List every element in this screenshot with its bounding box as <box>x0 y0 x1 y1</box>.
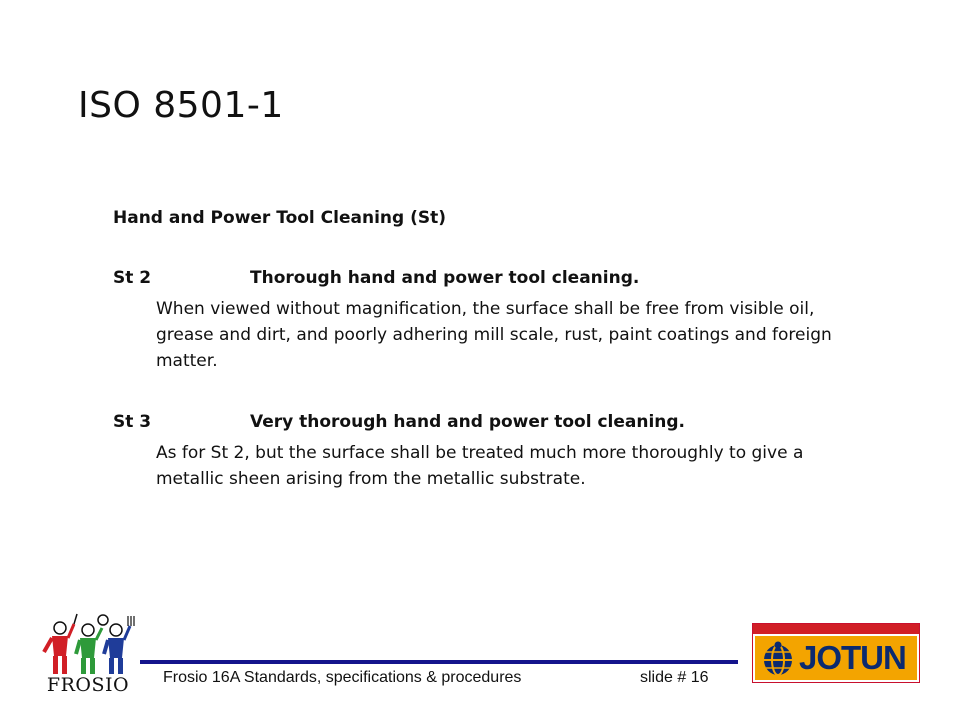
jotun-red-band <box>753 624 919 634</box>
footer-title: Frosio 16A Standards, specifications & procedures <box>163 669 522 686</box>
entry-heading: Thorough hand and power tool cleaning. <box>250 268 640 288</box>
slide-number: slide # 16 <box>640 669 709 686</box>
standard-entry-st2 <box>113 266 873 374</box>
jotun-wordmark: JOTUN <box>799 639 906 676</box>
entry-code: St 3 <box>113 412 152 432</box>
section-heading: Hand and Power Tool Cleaning (St) <box>113 208 447 228</box>
entry-heading-row <box>113 410 873 434</box>
entry-description: When viewed without magnification, the surface shall be free from visible oil, grease and dirt, and poorly adhering mill scale, rust, paint coatings and foreign matter. <box>156 299 832 371</box>
frosio-figures-icon <box>40 612 136 676</box>
slide-title: ISO 8501-1 <box>78 85 284 126</box>
jotun-logo-body <box>755 636 917 680</box>
footer-divider <box>140 660 738 664</box>
jotun-globe-icon <box>761 640 795 676</box>
entry-heading-row <box>113 266 873 290</box>
frosio-wordmark: FROSIO <box>46 674 130 696</box>
entry-description: As for St 2, but the surface shall be treated much more thoroughly to give a metallic sheen arising from the metallic substrate. <box>156 443 804 489</box>
entry-code: St 2 <box>113 268 152 288</box>
standard-entry-st3 <box>113 410 873 492</box>
frosio-logo <box>40 612 136 696</box>
jotun-logo <box>752 623 920 683</box>
entry-heading: Very thorough hand and power tool cleaning. <box>250 412 686 432</box>
